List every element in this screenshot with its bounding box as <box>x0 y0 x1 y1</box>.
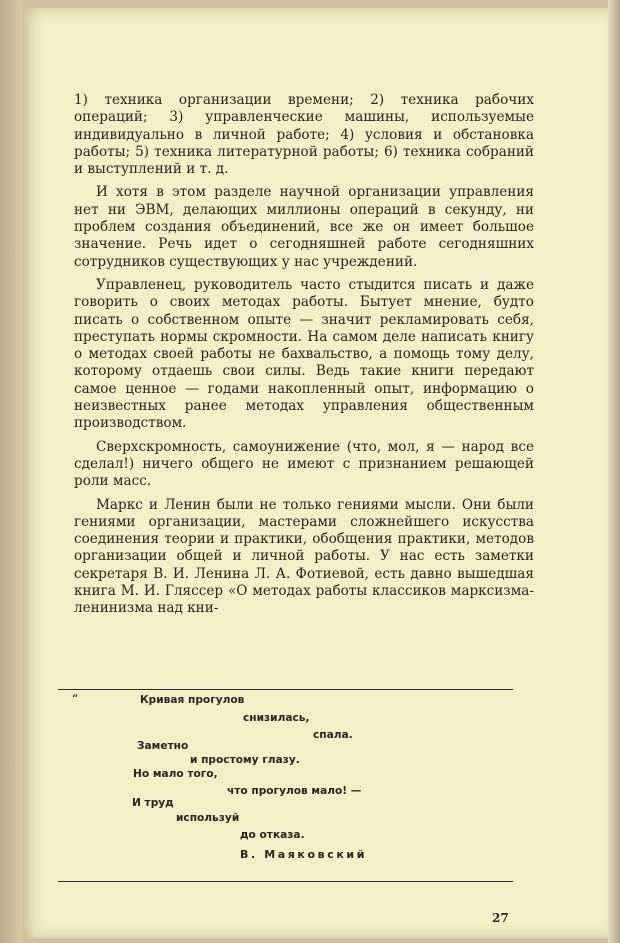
verse-line-5: и простому глазу. <box>190 754 300 766</box>
book-spine-shadow <box>0 0 22 943</box>
main-text <box>74 92 534 624</box>
paragraph-2: И хотя в этом разделе научной организации управления нет ни ЭВМ, делающих миллионы операций в секунду, ни проблем создания объединений, все же он имеет большое значение. Речь идет о сегодняшней работе сегодняшних сотрудников существующих у нас учреждений. <box>74 184 534 270</box>
verse-line-4: Заметно <box>137 740 189 752</box>
epigraph-quote-mark: “ <box>72 692 79 706</box>
verse-line-2: снизилась, <box>243 712 310 724</box>
paragraph-1: 1) техника организации времени; 2) техника рабочих операций; 3) управленческие машины, используемые индивидуально в личной работе; 4) условия и обстановка работы; 5) техника литературной работы; 6) техника собраний и выступлений и т. д. <box>74 92 534 178</box>
paragraph-5: Маркс и Ленин были не только гениями мысли. Они были гениями организации, мастерами сложнейшего искусства соединения теории и практики, обобщения практики, методов организации общей и личной работы. У нас есть заметки секретаря В. И. Ленина Л. А. Фотиевой, есть давно вышедшая книга М. И. Гляссер «О методах работы классиков марксизма-ленинизма над кни- <box>74 496 534 617</box>
page-right-edge <box>608 0 620 943</box>
verse-line-6: Но мало того, <box>133 768 218 780</box>
verse-line-7: что прогулов мало! — <box>227 785 362 797</box>
paragraph-3: Управленец, руководитель часто стыдится писать и даже говорить о своих методах работы. Бытует мнение, будто писать о собственном опыте — значит рекламировать себя, преступать нормы скромности. На самом деле написать книгу о методах своей работы не бахвальство, а помощь тому делу, которому отдаешь свои силы. Ведь такие книги передают самое ценное — годами накопленный опыт, информацию о неизвестных ранее методах управления общественным производством. <box>74 276 534 432</box>
verse-line-10: до отказа. <box>240 829 305 841</box>
verse-line-9: используй <box>176 812 240 824</box>
paragraph-4: Сверхскромность, самоунижение (что, мол, я — народ все сделал!) ничего общего не имеют с признанием решающей роли масс. <box>74 438 534 490</box>
page-number: 27 <box>492 911 509 925</box>
verse-line-8: И труд <box>132 797 174 809</box>
verse-line-3: спала. <box>313 729 353 741</box>
verse-line-1: Кривая прогулов <box>140 694 245 706</box>
epigraph-author: В. Маяковский <box>240 848 368 861</box>
epigraph-bottom-rule <box>58 881 513 882</box>
epigraph-top-rule <box>58 689 513 690</box>
